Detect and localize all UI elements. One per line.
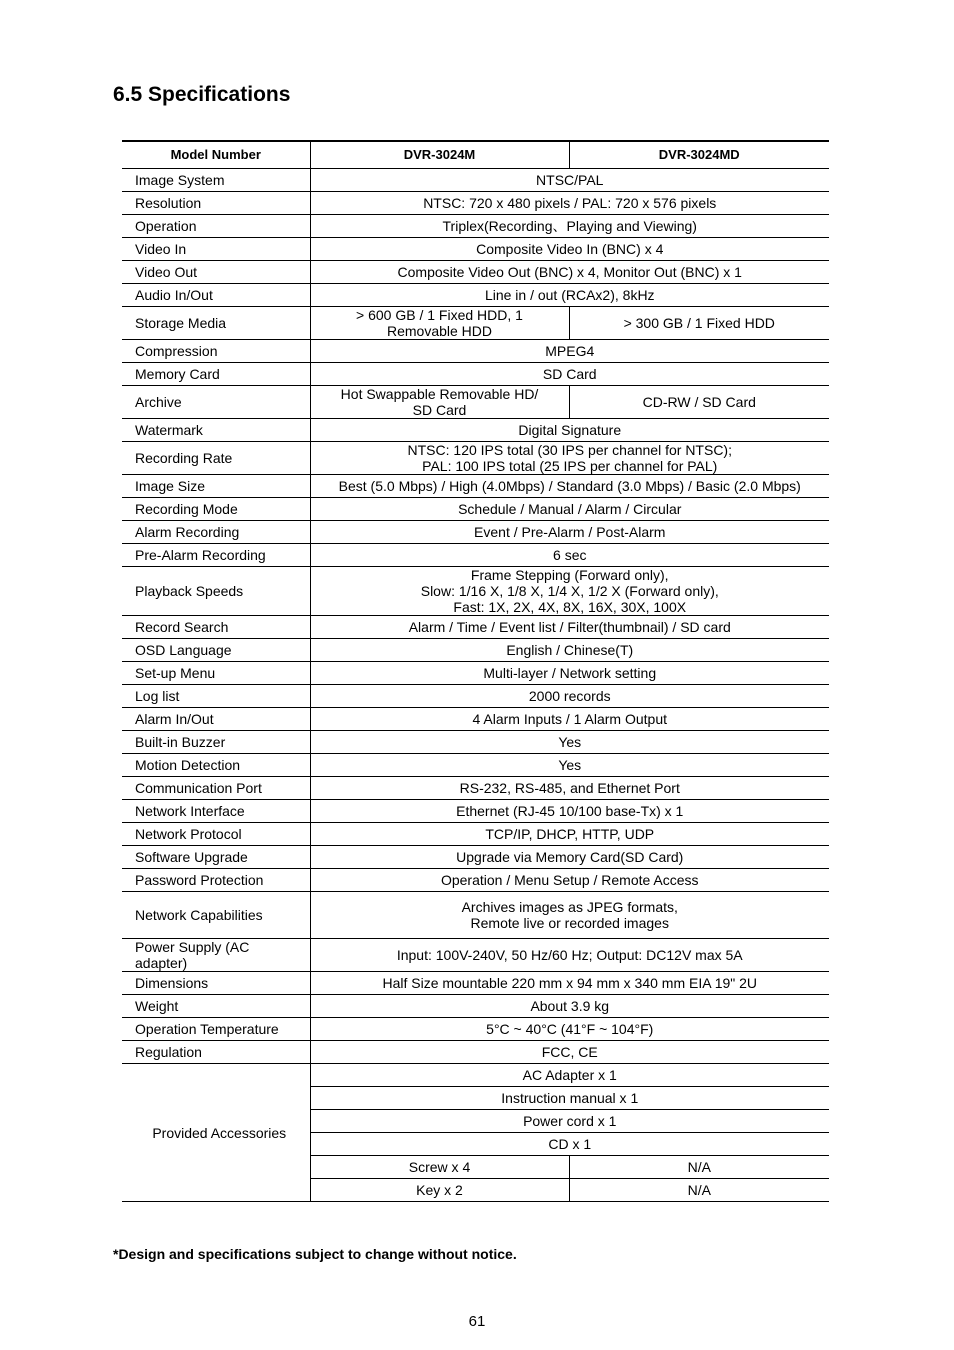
spec-label: Watermark [122, 419, 310, 442]
spec-cell: English / Chinese(T) [310, 639, 829, 662]
spec-cell: Upgrade via Memory Card(SD Card) [310, 846, 829, 869]
specifications-table [122, 140, 829, 1202]
spec-cell: Half Size mountable 220 mm x 94 mm x 340 mm EIA 19" 2U [310, 972, 829, 995]
spec-cell: Composite Video Out (BNC) x 4, Monitor Out (BNC) x 1 [310, 261, 829, 284]
spec-label: Video Out [122, 261, 310, 284]
spec-cell: Power cord x 1 [310, 1110, 829, 1133]
footnote: *Design and specifications subject to change without notice. [113, 1246, 517, 1262]
table-row [122, 363, 829, 386]
spec-cell: Operation / Menu Setup / Remote Access [310, 869, 829, 892]
table-row [122, 567, 829, 616]
table-row [122, 442, 829, 475]
spec-label: Video In [122, 238, 310, 261]
spec-cell: MPEG4 [310, 340, 829, 363]
spec-cell: Triplex(Recording、Playing and Viewing) [310, 215, 829, 238]
spec-cell-line: adapter) [135, 955, 188, 971]
spec-cell: Line in / out (RCAx2), 8kHz [310, 284, 829, 307]
spec-cell: AC Adapter x 1 [310, 1064, 829, 1087]
spec-cell: Best (5.0 Mbps) / High (4.0Mbps) / Standard (3.0 Mbps) / Basic (2.0 Mbps) [310, 475, 829, 498]
spec-cell: N/A [569, 1156, 829, 1179]
spec-cell-line: NTSC: 120 IPS total (30 IPS per channel for NTSC); [407, 442, 732, 458]
spec-label: Network Interface [122, 800, 310, 823]
table-row [122, 386, 829, 419]
table-row [122, 754, 829, 777]
accessories-label: Provided Accessories [122, 1064, 310, 1202]
table-row [122, 800, 829, 823]
table-row [122, 708, 829, 731]
table-row [122, 823, 829, 846]
spec-cell: Yes [310, 754, 829, 777]
header-model-b: DVR-3024MD [569, 141, 829, 169]
table-row [122, 215, 829, 238]
spec-cell-line: Archives images as JPEG formats, [461, 899, 678, 915]
spec-label: Dimensions [122, 972, 310, 995]
spec-label: Resolution [122, 192, 310, 215]
spec-label: Playback Speeds [122, 567, 310, 616]
spec-cell-line: Power Supply (AC [135, 939, 250, 955]
table-row [122, 1041, 829, 1064]
spec-cell: Yes [310, 731, 829, 754]
table-row [122, 939, 829, 972]
spec-label: Log list [122, 685, 310, 708]
table-row [122, 169, 829, 192]
spec-label: Weight [122, 995, 310, 1018]
spec-label [122, 939, 310, 972]
spec-label: Set-up Menu [122, 662, 310, 685]
table-row [122, 777, 829, 800]
table-row [122, 731, 829, 754]
spec-cell: 2000 records [310, 685, 829, 708]
spec-cell: TCP/IP, DHCP, HTTP, UDP [310, 823, 829, 846]
spec-cell [310, 386, 569, 419]
spec-cell: CD x 1 [310, 1133, 829, 1156]
spec-cell: Alarm / Time / Event list / Filter(thumbnail) / SD card [310, 616, 829, 639]
spec-cell: NTSC: 720 x 480 pixels / PAL: 720 x 576 pixels [310, 192, 829, 215]
spec-label: Built-in Buzzer [122, 731, 310, 754]
spec-cell: Multi-layer / Network setting [310, 662, 829, 685]
table-row [122, 544, 829, 567]
spec-cell: > 300 GB / 1 Fixed HDD [569, 307, 829, 340]
spec-label: Image Size [122, 475, 310, 498]
spec-cell: Digital Signature [310, 419, 829, 442]
spec-cell: N/A [569, 1179, 829, 1202]
spec-label: Network Capabilities [122, 892, 310, 939]
table-row [122, 995, 829, 1018]
spec-cell-line: Removable HDD [386, 323, 493, 339]
spec-cell [310, 567, 829, 616]
spec-cell: FCC, CE [310, 1041, 829, 1064]
spec-label: Audio In/Out [122, 284, 310, 307]
table-row [122, 475, 829, 498]
spec-cell [310, 892, 829, 939]
spec-cell: Ethernet (RJ-45 10/100 base-Tx) x 1 [310, 800, 829, 823]
spec-label: Communication Port [122, 777, 310, 800]
spec-cell-line: Fast: 1X, 2X, 4X, 8X, 16X, 30X, 100X [453, 599, 687, 615]
spec-label: Image System [122, 169, 310, 192]
spec-label: Recording Mode [122, 498, 310, 521]
spec-cell-line: SD Card [412, 402, 467, 418]
table-row [122, 1018, 829, 1041]
table-row [122, 340, 829, 363]
table-row [122, 639, 829, 662]
spec-cell: 5°C ~ 40°C (41°F ~ 104°F) [310, 1018, 829, 1041]
spec-cell: Input: 100V-240V, 50 Hz/60 Hz; Output: DC12V max 5A [310, 939, 829, 972]
specifications-table-body [122, 141, 829, 1202]
spec-label: Regulation [122, 1041, 310, 1064]
table-row [122, 685, 829, 708]
spec-cell-line: Remote live or recorded images [470, 915, 669, 931]
table-row [122, 307, 829, 340]
spec-cell-line: Hot Swappable Removable HD/ [340, 386, 539, 402]
spec-label: Network Protocol [122, 823, 310, 846]
table-row [122, 616, 829, 639]
spec-cell [310, 307, 569, 340]
spec-cell: Schedule / Manual / Alarm / Circular [310, 498, 829, 521]
page-number: 61 [468, 1313, 486, 1330]
spec-cell: RS-232, RS-485, and Ethernet Port [310, 777, 829, 800]
spec-label: Recording Rate [122, 442, 310, 475]
spec-cell-line: PAL: 100 IPS total (25 IPS per channel for PAL) [422, 458, 718, 474]
table-row [122, 192, 829, 215]
table-row [122, 498, 829, 521]
spec-cell: About 3.9 kg [310, 995, 829, 1018]
table-row [122, 846, 829, 869]
spec-label: Memory Card [122, 363, 310, 386]
table-row [122, 238, 829, 261]
page-title: 6.5 Specifications [113, 83, 291, 106]
spec-cell: Event / Pre-Alarm / Post-Alarm [310, 521, 829, 544]
spec-cell: 6 sec [310, 544, 829, 567]
spec-label: Compression [122, 340, 310, 363]
table-row [122, 521, 829, 544]
spec-cell [310, 442, 829, 475]
spec-label: Storage Media [122, 307, 310, 340]
spec-cell: Composite Video In (BNC) x 4 [310, 238, 829, 261]
spec-cell-line: > 600 GB / 1 Fixed HDD, 1 [356, 307, 523, 323]
table-row [122, 261, 829, 284]
spec-label: Alarm Recording [122, 521, 310, 544]
spec-cell: Instruction manual x 1 [310, 1087, 829, 1110]
header-model-a: DVR-3024M [310, 141, 569, 169]
spec-label: Alarm In/Out [122, 708, 310, 731]
spec-cell: CD-RW / SD Card [569, 386, 829, 419]
spec-label: Motion Detection [122, 754, 310, 777]
table-header-row [122, 141, 829, 169]
spec-label: Operation [122, 215, 310, 238]
accessories-row [122, 1064, 829, 1087]
spec-label: Operation Temperature [122, 1018, 310, 1041]
table-row [122, 972, 829, 995]
spec-cell: Screw x 4 [310, 1156, 569, 1179]
table-row [122, 869, 829, 892]
spec-cell-line: Slow: 1/16 X, 1/8 X, 1/4 X, 1/2 X (Forward only), [420, 583, 719, 599]
spec-label: Software Upgrade [122, 846, 310, 869]
table-row [122, 892, 829, 939]
spec-label: Archive [122, 386, 310, 419]
spec-label: Password Protection [122, 869, 310, 892]
table-row [122, 419, 829, 442]
spec-cell: SD Card [310, 363, 829, 386]
spec-cell-line: Frame Stepping (Forward only), [470, 567, 669, 583]
spec-label: OSD Language [122, 639, 310, 662]
spec-cell: 4 Alarm Inputs / 1 Alarm Output [310, 708, 829, 731]
spec-label: Pre-Alarm Recording [122, 544, 310, 567]
spec-cell: Key x 2 [310, 1179, 569, 1202]
table-row [122, 284, 829, 307]
spec-label: Record Search [122, 616, 310, 639]
spec-cell: NTSC/PAL [310, 169, 829, 192]
table-row [122, 662, 829, 685]
header-model-number: Model Number [122, 141, 310, 169]
